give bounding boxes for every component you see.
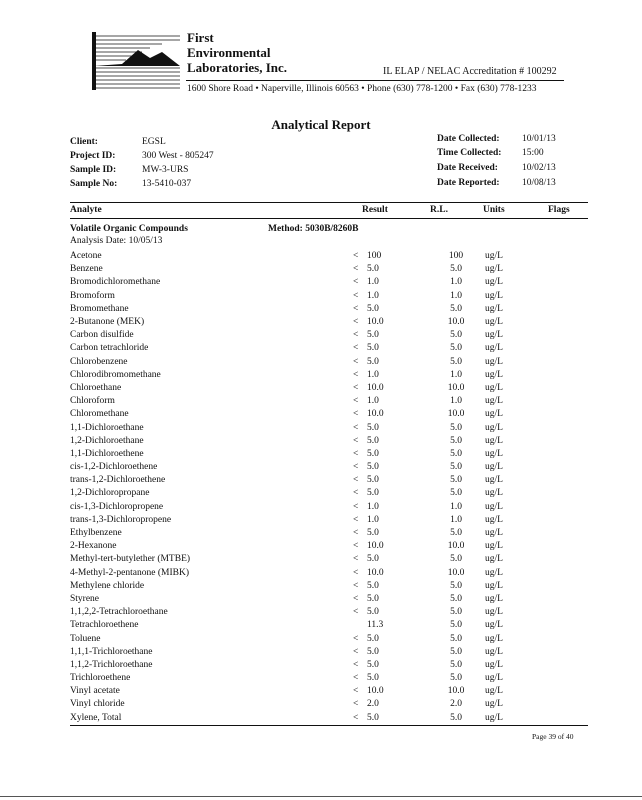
rl-cell: 10.0 bbox=[447, 409, 465, 420]
rl-cell: 100 bbox=[448, 251, 464, 262]
units-cell: ug/L bbox=[485, 528, 503, 539]
result-cell: 1.0 bbox=[367, 501, 379, 512]
rl-cell: 5.0 bbox=[450, 554, 462, 565]
analyte-cell: 4-Methyl-2-pentanone (MIBK) bbox=[70, 567, 189, 578]
date-collected-value: 10/01/13 bbox=[522, 134, 556, 144]
rl-cell: 5.0 bbox=[450, 659, 462, 670]
qualifier-cell: < bbox=[353, 251, 359, 262]
table-row bbox=[70, 698, 535, 711]
result-cell: 2.0 bbox=[367, 699, 379, 710]
result-cell: 5.0 bbox=[367, 646, 379, 657]
analyte-cell: Toluene bbox=[70, 633, 101, 644]
rl-cell: 10.0 bbox=[447, 382, 465, 393]
rl-cell: 10.0 bbox=[447, 317, 465, 328]
units-cell: ug/L bbox=[485, 501, 503, 512]
rl-cell: 5.0 bbox=[450, 435, 462, 446]
qualifier-cell: < bbox=[353, 673, 359, 684]
units-cell: ug/L bbox=[485, 264, 503, 275]
table-row bbox=[70, 342, 535, 355]
results-table bbox=[70, 250, 535, 725]
rl-cell: 5.0 bbox=[450, 580, 462, 591]
qualifier-cell: < bbox=[353, 501, 359, 512]
analyte-cell: 1,1,1-Trichloroethane bbox=[70, 646, 153, 657]
time-collected-label: Time Collected: bbox=[437, 148, 502, 158]
result-cell: 100 bbox=[367, 251, 382, 262]
units-cell: ug/L bbox=[485, 422, 503, 433]
col-header-flags: Flags bbox=[548, 205, 570, 215]
qualifier-cell: < bbox=[353, 541, 359, 552]
rl-cell: 5.0 bbox=[450, 646, 462, 657]
analyte-cell: Vinyl chloride bbox=[70, 699, 125, 710]
qualifier-cell: < bbox=[353, 712, 359, 723]
result-cell: 1.0 bbox=[367, 369, 379, 380]
table-row bbox=[70, 514, 535, 527]
result-cell: 5.0 bbox=[367, 422, 379, 433]
table-row bbox=[70, 435, 535, 448]
units-cell: ug/L bbox=[485, 673, 503, 684]
analyte-cell: Bromomethane bbox=[70, 303, 129, 314]
qualifier-cell: < bbox=[353, 369, 359, 380]
table-top-rule bbox=[70, 202, 588, 203]
analyte-cell: Bromoform bbox=[70, 290, 115, 301]
table-row bbox=[70, 527, 535, 540]
table-row bbox=[70, 474, 535, 487]
analyte-cell: Benzene bbox=[70, 264, 103, 275]
analyte-cell: Styrene bbox=[70, 593, 100, 604]
qualifier-cell: < bbox=[353, 554, 359, 565]
table-row bbox=[70, 329, 535, 342]
result-cell: 10.0 bbox=[367, 541, 384, 552]
method-label: Method: 5030B/8260B bbox=[268, 224, 359, 234]
time-collected-value: 15:00 bbox=[522, 148, 544, 158]
result-cell: 5.0 bbox=[367, 528, 379, 539]
units-cell: ug/L bbox=[485, 541, 503, 552]
qualifier-cell: < bbox=[353, 422, 359, 433]
col-header-analyte: Analyte bbox=[70, 205, 102, 215]
project-value: 300 West - 805247 bbox=[142, 151, 214, 161]
sample-id-label: Sample ID: bbox=[70, 165, 117, 175]
page-bottom-edge bbox=[0, 796, 642, 797]
units-cell: ug/L bbox=[485, 409, 503, 420]
table-row bbox=[70, 421, 535, 434]
table-row bbox=[70, 659, 535, 672]
rl-cell: 1.0 bbox=[450, 396, 462, 407]
analyte-cell: 2-Hexanone bbox=[70, 541, 117, 552]
col-header-units: Units bbox=[483, 205, 505, 215]
result-cell: 1.0 bbox=[367, 396, 379, 407]
analyte-cell: 1,1-Dichloroethene bbox=[70, 448, 144, 459]
analyte-cell: 1,2-Dichloroethane bbox=[70, 435, 144, 446]
date-received-value: 10/02/13 bbox=[522, 163, 556, 173]
qualifier-cell bbox=[353, 619, 367, 632]
units-cell: ug/L bbox=[485, 646, 503, 657]
result-cell: 5.0 bbox=[367, 343, 379, 354]
analyte-cell: Acetone bbox=[70, 251, 102, 262]
qualifier-cell: < bbox=[353, 277, 359, 288]
analyte-cell: Tetrachloroethene bbox=[70, 620, 139, 631]
table-row bbox=[70, 369, 535, 382]
table-row bbox=[70, 276, 535, 289]
units-cell: ug/L bbox=[485, 330, 503, 341]
units-cell: ug/L bbox=[485, 488, 503, 499]
report-title: Analytical Report bbox=[271, 117, 371, 132]
result-cell: 5.0 bbox=[367, 633, 379, 644]
units-cell: ug/L bbox=[485, 712, 503, 723]
analyte-cell: Carbon tetrachloride bbox=[70, 343, 149, 354]
qualifier-cell: < bbox=[353, 448, 359, 459]
rl-cell: 5.0 bbox=[450, 633, 462, 644]
qualifier-cell: < bbox=[353, 462, 359, 473]
date-collected-label: Date Collected: bbox=[437, 134, 500, 144]
result-cell: 5.0 bbox=[367, 462, 379, 473]
table-row bbox=[70, 290, 535, 303]
table-row bbox=[70, 593, 535, 606]
rl-cell: 1.0 bbox=[450, 501, 462, 512]
result-cell: 10.0 bbox=[367, 317, 384, 328]
qualifier-cell: < bbox=[353, 343, 359, 354]
analyte-cell: Methylene chloride bbox=[70, 580, 145, 591]
units-cell: ug/L bbox=[485, 554, 503, 565]
qualifier-cell: < bbox=[353, 330, 359, 341]
analysis-date: Analysis Date: 10/05/13 bbox=[70, 236, 163, 246]
table-row bbox=[70, 646, 535, 659]
units-cell: ug/L bbox=[485, 396, 503, 407]
units-cell: ug/L bbox=[485, 369, 503, 380]
result-cell: 5.0 bbox=[367, 448, 379, 459]
qualifier-cell: < bbox=[353, 396, 359, 407]
qualifier-cell: < bbox=[353, 567, 359, 578]
units-cell: ug/L bbox=[485, 356, 503, 367]
header-divider bbox=[186, 80, 564, 81]
units-cell: ug/L bbox=[485, 435, 503, 446]
table-row bbox=[70, 619, 535, 632]
result-cell: 5.0 bbox=[367, 659, 379, 670]
table-row bbox=[70, 567, 535, 580]
rl-cell: 5.0 bbox=[450, 356, 462, 367]
company-line-3: Laboratories, Inc. bbox=[187, 60, 288, 75]
rl-cell: 5.0 bbox=[450, 528, 462, 539]
analyte-cell: Chloroethane bbox=[70, 382, 122, 393]
units-cell: ug/L bbox=[485, 686, 503, 697]
result-cell: 10.0 bbox=[367, 382, 384, 393]
table-bottom-rule bbox=[70, 725, 588, 726]
qualifier-cell: < bbox=[353, 290, 359, 301]
result-cell: 5.0 bbox=[367, 475, 379, 486]
units-cell: ug/L bbox=[485, 251, 503, 262]
qualifier-cell: < bbox=[353, 475, 359, 486]
result-cell: 5.0 bbox=[367, 673, 379, 684]
rl-cell: 5.0 bbox=[450, 330, 462, 341]
analyte-cell: 1,1-Dichloroethane bbox=[70, 422, 144, 433]
table-row bbox=[70, 632, 535, 645]
table-header-rule bbox=[70, 218, 588, 219]
rl-cell: 10.0 bbox=[447, 567, 465, 578]
units-cell: ug/L bbox=[485, 382, 503, 393]
result-cell: 1.0 bbox=[367, 290, 379, 301]
units-cell: ug/L bbox=[485, 475, 503, 486]
units-cell: ug/L bbox=[485, 277, 503, 288]
analyte-cell: Ethylbenzene bbox=[70, 528, 122, 539]
rl-cell: 5.0 bbox=[450, 422, 462, 433]
analyte-cell: Chlorobenzene bbox=[70, 356, 128, 367]
qualifier-cell: < bbox=[353, 488, 359, 499]
rl-cell: 1.0 bbox=[450, 277, 462, 288]
result-cell: 5.0 bbox=[367, 580, 379, 591]
rl-cell: 5.0 bbox=[450, 607, 462, 618]
table-row bbox=[70, 580, 535, 593]
result-cell: 5.0 bbox=[367, 488, 379, 499]
units-cell: ug/L bbox=[485, 607, 503, 618]
table-row bbox=[70, 501, 535, 514]
client-value: EGSL bbox=[142, 137, 166, 147]
units-cell: ug/L bbox=[485, 593, 503, 604]
sample-id-value: MW-3-URS bbox=[142, 165, 189, 175]
analyte-cell: Carbon disulfide bbox=[70, 330, 134, 341]
analyte-cell: 1,2-Dichloropropane bbox=[70, 488, 150, 499]
qualifier-cell: < bbox=[353, 303, 359, 314]
table-row bbox=[70, 316, 535, 329]
units-cell: ug/L bbox=[485, 448, 503, 459]
project-label: Project ID: bbox=[70, 151, 116, 161]
result-cell: 5.0 bbox=[367, 303, 379, 314]
units-cell: ug/L bbox=[485, 699, 503, 710]
rl-cell: 5.0 bbox=[450, 303, 462, 314]
result-cell: 10.0 bbox=[367, 567, 384, 578]
rl-cell: 5.0 bbox=[450, 620, 462, 631]
date-reported-label: Date Reported: bbox=[437, 178, 500, 188]
rl-cell: 10.0 bbox=[447, 686, 465, 697]
table-row bbox=[70, 487, 535, 500]
result-cell: 5.0 bbox=[367, 712, 379, 723]
result-cell: 5.0 bbox=[367, 264, 379, 275]
rl-cell: 2.0 bbox=[450, 699, 462, 710]
result-cell: 5.0 bbox=[367, 607, 379, 618]
result-cell: 1.0 bbox=[367, 514, 379, 525]
rl-cell: 5.0 bbox=[450, 475, 462, 486]
rl-cell: 5.0 bbox=[450, 593, 462, 604]
table-row bbox=[70, 395, 535, 408]
rl-cell: 1.0 bbox=[450, 514, 462, 525]
analyte-cell: trans-1,2-Dichloroethene bbox=[70, 475, 166, 486]
accreditation: IL ELAP / NELAC Accreditation # 100292 bbox=[383, 66, 557, 77]
result-cell: 11.3 bbox=[367, 620, 384, 631]
col-header-rl: R.L. bbox=[430, 205, 448, 215]
qualifier-cell: < bbox=[353, 607, 359, 618]
table-row bbox=[70, 672, 535, 685]
col-header-result: Result bbox=[362, 205, 388, 215]
rl-cell: 5.0 bbox=[450, 264, 462, 275]
analyte-cell: trans-1,3-Dichloropropene bbox=[70, 514, 172, 525]
table-row bbox=[70, 685, 535, 698]
qualifier-cell: < bbox=[353, 514, 359, 525]
result-cell: 1.0 bbox=[367, 277, 379, 288]
table-row bbox=[70, 712, 535, 725]
lab-logo-icon bbox=[92, 30, 184, 92]
sample-no-label: Sample No: bbox=[70, 179, 118, 189]
qualifier-cell: < bbox=[353, 435, 359, 446]
analyte-cell: Xylene, Total bbox=[70, 712, 122, 723]
analyte-cell: Methyl-tert-butylether (MTBE) bbox=[70, 554, 191, 565]
result-cell: 5.0 bbox=[367, 593, 379, 604]
rl-cell: 5.0 bbox=[450, 488, 462, 499]
rl-cell: 5.0 bbox=[450, 462, 462, 473]
analyte-cell: cis-1,3-Dichloropropene bbox=[70, 501, 164, 512]
rl-cell: 5.0 bbox=[450, 712, 462, 723]
analyte-cell: Chlorodibromomethane bbox=[70, 369, 161, 380]
table-row bbox=[70, 263, 535, 276]
result-cell: 5.0 bbox=[367, 554, 379, 565]
table-row bbox=[70, 448, 535, 461]
rl-cell: 10.0 bbox=[447, 541, 465, 552]
qualifier-cell: < bbox=[353, 686, 359, 697]
qualifier-cell: < bbox=[353, 699, 359, 710]
qualifier-cell: < bbox=[353, 633, 359, 644]
table-row bbox=[70, 540, 535, 553]
units-cell: ug/L bbox=[485, 343, 503, 354]
rl-cell: 5.0 bbox=[450, 673, 462, 684]
units-cell: ug/L bbox=[485, 514, 503, 525]
qualifier-cell: < bbox=[353, 580, 359, 591]
company-line-1: First bbox=[187, 30, 214, 45]
analyte-cell: cis-1,2-Dichloroethene bbox=[70, 462, 158, 473]
analyte-cell: Bromodichloromethane bbox=[70, 277, 161, 288]
rl-cell: 1.0 bbox=[450, 369, 462, 380]
qualifier-cell: < bbox=[353, 659, 359, 670]
company-line-2: Environmental bbox=[187, 45, 271, 60]
analyte-cell: 1,1,2,2-Tetrachloroethane bbox=[70, 607, 168, 618]
units-cell: ug/L bbox=[485, 303, 503, 314]
table-row bbox=[70, 606, 535, 619]
analyte-cell: Chloroform bbox=[70, 396, 115, 407]
results-table-body bbox=[70, 250, 535, 725]
analyte-cell: 1,1,2-Trichloroethane bbox=[70, 659, 153, 670]
analyte-cell: Chloromethane bbox=[70, 409, 129, 420]
table-row bbox=[70, 408, 535, 421]
date-reported-value: 10/08/13 bbox=[522, 178, 556, 188]
qualifier-cell: < bbox=[353, 317, 359, 328]
qualifier-cell: < bbox=[353, 382, 359, 393]
analyte-cell: Trichloroethene bbox=[70, 673, 131, 684]
rl-cell: 5.0 bbox=[450, 448, 462, 459]
analyte-cell: 2-Butanone (MEK) bbox=[70, 317, 145, 328]
qualifier-cell: < bbox=[353, 264, 359, 275]
result-cell: 10.0 bbox=[367, 686, 384, 697]
table-row bbox=[70, 356, 535, 369]
units-cell: ug/L bbox=[485, 620, 503, 631]
table-row bbox=[70, 553, 535, 566]
qualifier-cell: < bbox=[353, 593, 359, 604]
sample-no-value: 13-5410-037 bbox=[142, 179, 192, 189]
table-row bbox=[70, 250, 535, 263]
units-cell: ug/L bbox=[485, 633, 503, 644]
qualifier-cell: < bbox=[353, 646, 359, 657]
units-cell: ug/L bbox=[485, 580, 503, 591]
rl-cell: 5.0 bbox=[450, 343, 462, 354]
result-cell: 5.0 bbox=[367, 330, 379, 341]
units-cell: ug/L bbox=[485, 567, 503, 578]
units-cell: ug/L bbox=[485, 659, 503, 670]
company-name bbox=[187, 30, 287, 75]
result-cell: 5.0 bbox=[367, 435, 379, 446]
result-cell: 10.0 bbox=[367, 409, 384, 420]
table-row bbox=[70, 303, 535, 316]
units-cell: ug/L bbox=[485, 462, 503, 473]
page-number: Page 39 of 40 bbox=[532, 732, 574, 741]
result-cell: 5.0 bbox=[367, 356, 379, 367]
address-line: 1600 Shore Road • Naperville, Illinois 60563 • Phone (630) 778-1200 • Fax (630) 778-1233 bbox=[187, 84, 537, 94]
table-row bbox=[70, 382, 535, 395]
rl-cell: 1.0 bbox=[450, 290, 462, 301]
analyte-cell: Vinyl acetate bbox=[70, 686, 120, 697]
units-cell: ug/L bbox=[485, 290, 503, 301]
section-title: Volatile Organic Compounds bbox=[70, 224, 188, 234]
qualifier-cell: < bbox=[353, 409, 359, 420]
qualifier-cell: < bbox=[353, 528, 359, 539]
units-cell: ug/L bbox=[485, 317, 503, 328]
qualifier-cell: < bbox=[353, 356, 359, 367]
date-received-label: Date Received: bbox=[437, 163, 498, 173]
table-row bbox=[70, 461, 535, 474]
client-label: Client: bbox=[70, 137, 98, 147]
